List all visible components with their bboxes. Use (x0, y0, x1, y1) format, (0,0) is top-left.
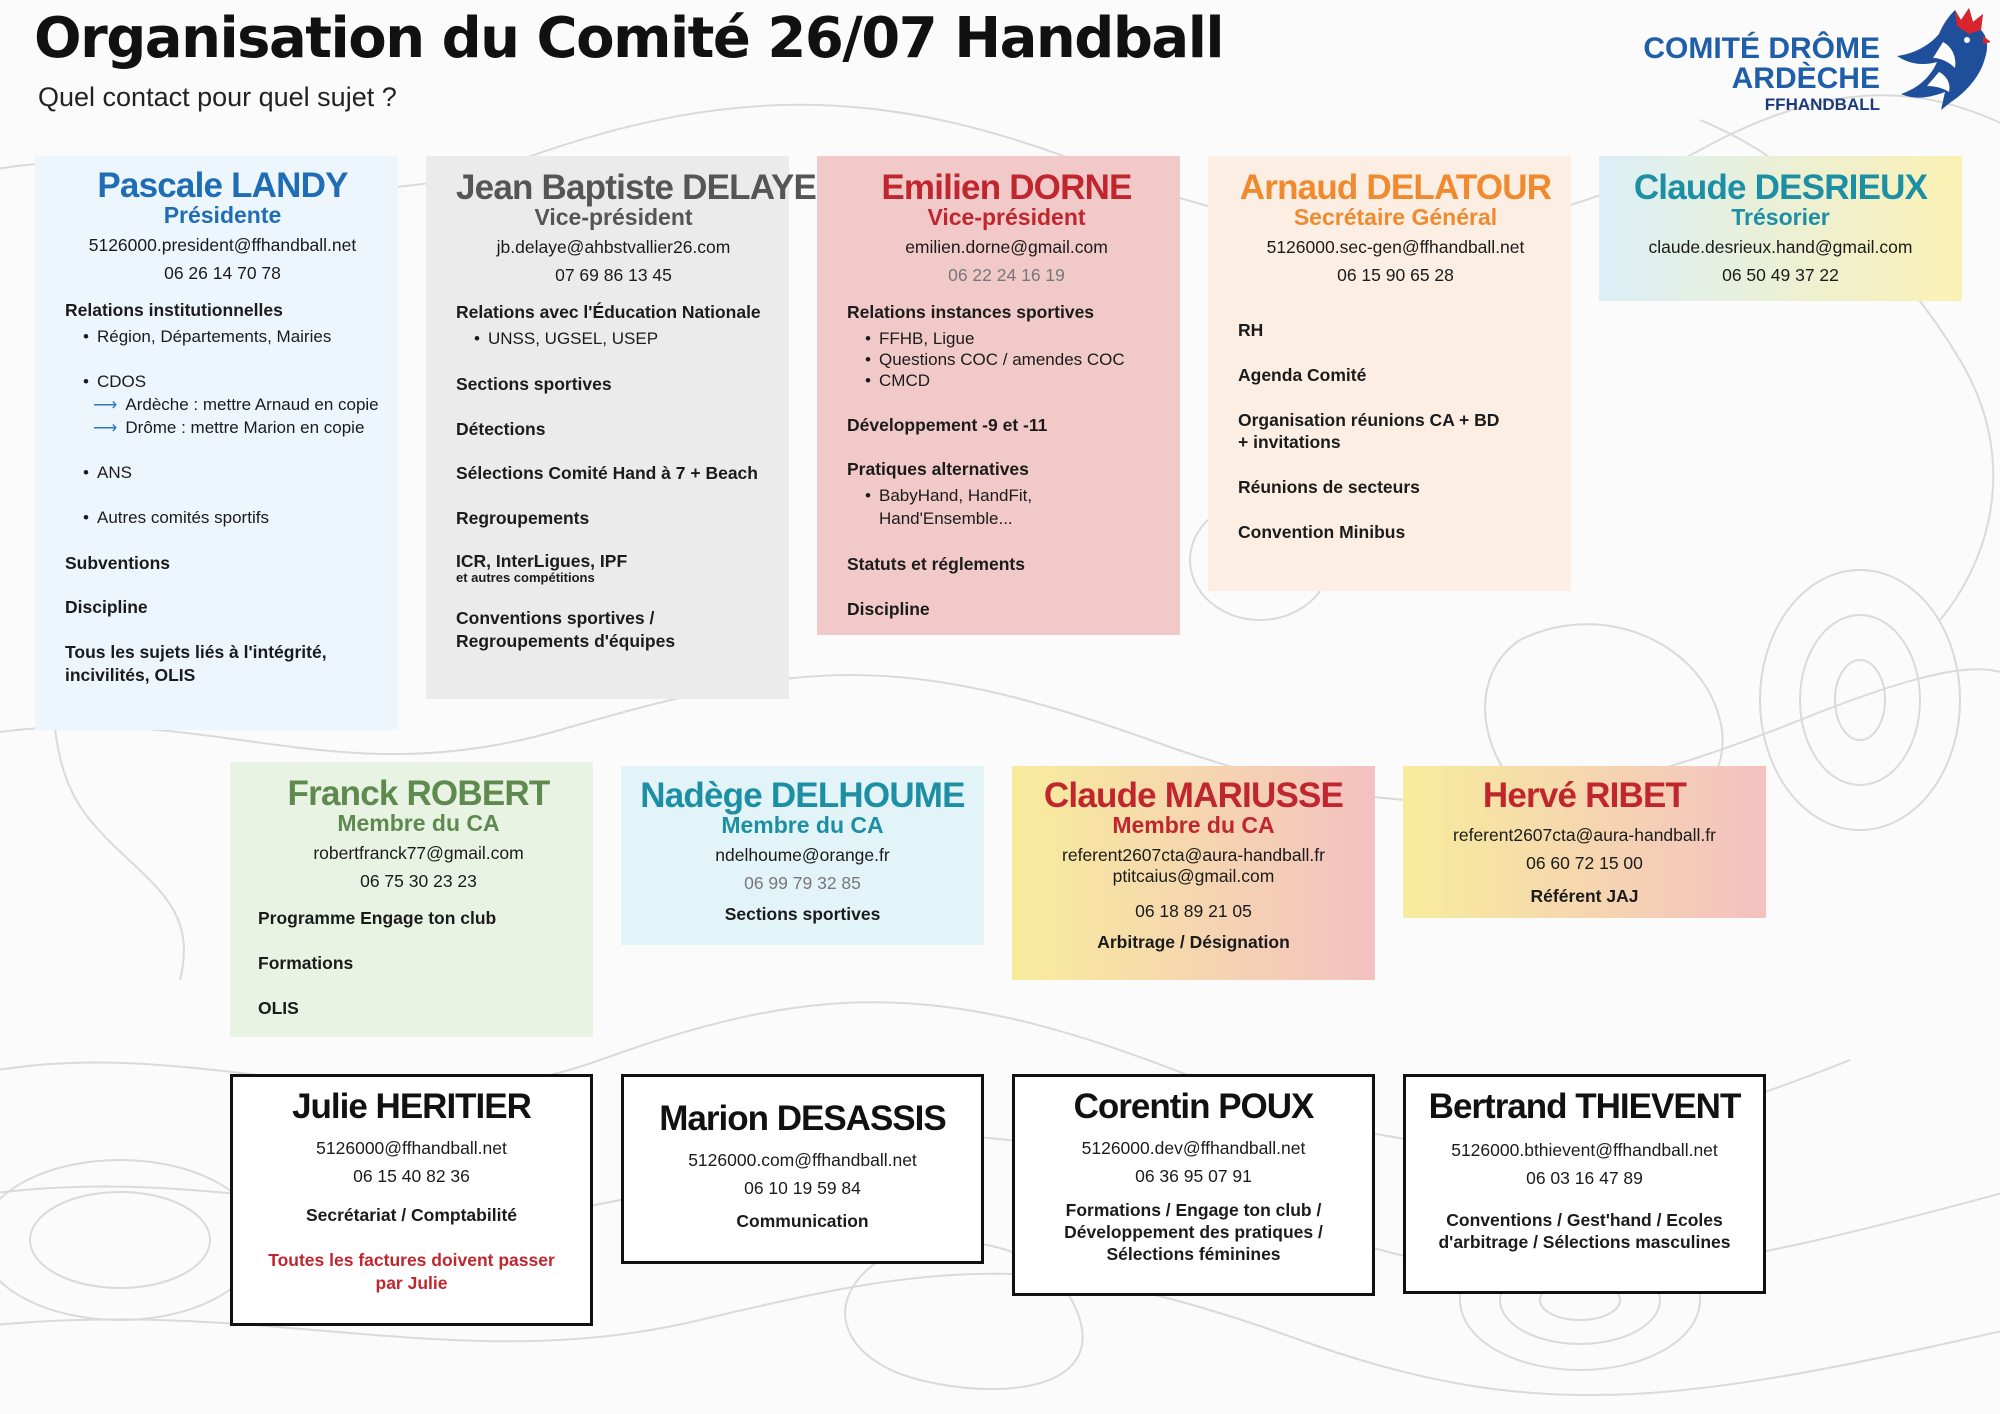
topic: Pratiques alternatives (847, 459, 1029, 480)
topic-detail: et autres compétitions (456, 570, 595, 586)
email-address: 5126000@ffhandball.net (316, 1138, 507, 1158)
topic: Sections sportives (456, 373, 612, 394)
email-address: 5126000.bthievent@ffhandball.net (1451, 1140, 1718, 1160)
topic: Agenda Comité (1238, 364, 1367, 385)
logo-line-1: COMITÉ DRÔME (1643, 32, 1880, 65)
card-nadege-delhoume (621, 766, 984, 945)
topic: Conventions sportives / Regroupements d'équipes (456, 608, 676, 652)
phone-number: 06 99 79 32 85 (744, 873, 861, 894)
phone-number: 06 03 16 47 89 (1526, 1168, 1643, 1188)
page-subtitle: Quel contact pour quel sujet ? (38, 82, 397, 112)
rooster-logo-icon (1885, 6, 1990, 116)
email-address-secondary: ptitcaius@gmail.com (1112, 866, 1275, 887)
card-claude-desrieux (1599, 156, 1962, 301)
card-herve-ribet (1403, 766, 1766, 918)
sub-topic: • CDOS (97, 371, 380, 394)
person-name: Pascale LANDY (97, 166, 348, 205)
person-name: Claude MARIUSSE (1043, 776, 1344, 815)
phone-number: 07 69 86 13 45 (555, 265, 672, 286)
email-address: ndelhoume@orange.fr (715, 845, 890, 866)
sub-topic: • FFHB, Ligue (879, 328, 1166, 349)
person-name: Corentin POUX (1073, 1087, 1314, 1126)
comite-logo (1620, 6, 1990, 116)
email-address: claude.desrieux.hand@gmail.com (1648, 237, 1913, 258)
topic: Statuts et réglements (847, 554, 1025, 575)
card-emilien-dorne (817, 156, 1180, 635)
email-address: 5126000.sec-gen@ffhandball.net (1266, 237, 1525, 258)
topic: Subventions (65, 552, 171, 573)
person-name: Franck ROBERT (287, 774, 550, 813)
arrow-note: ⟶ Ardèche : mettre Arnaud en copie (79, 394, 380, 417)
card-arnaud-delatour (1208, 156, 1571, 591)
logo-line-3: FFHANDBALL (1764, 95, 1880, 114)
email-address: 5126000.dev@ffhandball.net (1081, 1138, 1306, 1158)
email-address: jb.delaye@ahbstvallier26.com (496, 237, 731, 258)
topic: Organisation réunions CA + BD + invitations (1238, 409, 1500, 453)
person-role: Vice-président (927, 204, 1086, 230)
card-pascale-landy (35, 156, 398, 730)
topic: Relations instances sportives (847, 302, 1095, 323)
person-name: Marion DESASSIS (659, 1099, 946, 1138)
person-name: Julie HERITIER (292, 1087, 531, 1126)
topic: Référent JAJ (1530, 886, 1639, 906)
sub-topic: • Autres comités sportifs (97, 507, 380, 530)
card-corentin-poux (1012, 1074, 1375, 1296)
phone-number: 06 26 14 70 78 (164, 263, 281, 284)
person-name: Bertrand THIEVENT (1428, 1087, 1741, 1126)
topic: OLIS (258, 997, 299, 1018)
topic: Discipline (847, 598, 930, 619)
topic: Convention Minibus (1238, 521, 1406, 542)
topic: Tous les sujets liés à l'intégrité, incivilités, OLIS (65, 642, 327, 685)
topic: RH (1238, 320, 1264, 341)
topic: Relations institutionnelles (65, 300, 283, 321)
card-marion-desassis (621, 1074, 984, 1264)
topic: Programme Engage ton club (258, 908, 497, 929)
phone-number: 06 36 95 07 91 (1135, 1166, 1252, 1186)
topic: Regroupements (456, 508, 590, 529)
topic: Sections sportives (724, 904, 881, 925)
phone-number: 06 18 89 21 05 (1135, 901, 1252, 922)
person-name: Nadège DELHOUME (640, 776, 965, 815)
topic: Relations avec l'Éducation Nationale (456, 302, 761, 323)
card-bertrand-thievent (1403, 1074, 1766, 1294)
topic: Détections (456, 418, 546, 439)
topic: Arbitrage / Désignation (1097, 932, 1290, 953)
person-role: Trésorier (1731, 204, 1830, 230)
person-role: Vice-président (534, 204, 693, 230)
email-address: emilien.dorne@gmail.com (905, 237, 1108, 258)
person-name: Jean Baptiste DELAYE (456, 168, 817, 207)
sub-topic: • ANS (97, 462, 380, 485)
phone-number: 06 60 72 15 00 (1526, 853, 1643, 873)
card-franck-robert (230, 762, 593, 1037)
person-name: Arnaud DELATOUR (1239, 168, 1552, 207)
phone-number: 06 50 49 37 22 (1722, 265, 1839, 286)
phone-number: 06 15 40 82 36 (353, 1166, 470, 1186)
sub-topic: • BabyHand, HandFit, Hand'Ensemble... (879, 485, 1166, 531)
email-address: referent2607cta@aura-handball.fr (1453, 825, 1716, 845)
phone-number: 06 75 30 23 23 (360, 871, 477, 892)
topic: Développement -9 et -11 (847, 414, 1048, 435)
topic: Discipline (65, 597, 148, 618)
sub-topic: • Questions COC / amendes COC (879, 349, 1166, 370)
person-role: Membre du CA (721, 812, 884, 838)
email-address: 5126000.com@ffhandball.net (688, 1150, 917, 1170)
card-julie-heritier (230, 1074, 593, 1326)
sub-topic: • UNSS, UGSEL, USEP (488, 328, 771, 351)
phone-number: 06 10 19 59 84 (744, 1178, 861, 1198)
topic: Sélections Comité Hand à 7 + Beach (456, 463, 758, 484)
topic: Formations (258, 952, 354, 973)
logo-line-2: ARDÈCHE (1731, 62, 1880, 95)
person-name: Emilien DORNE (881, 168, 1132, 207)
person-name: Claude DESRIEUX (1633, 168, 1928, 207)
phone-number: 06 15 90 65 28 (1337, 265, 1454, 286)
phone-number: 06 22 24 16 19 (948, 265, 1065, 286)
email-address: robertfranck77@gmail.com (313, 843, 524, 864)
sub-topic: • CMCD (879, 370, 1166, 391)
card-jean-baptiste-delaye (426, 156, 817, 699)
card-claude-mariusse (1012, 766, 1375, 980)
person-name: Hervé RIBET (1482, 776, 1687, 815)
sub-topic: • Région, Départements, Mairies (97, 326, 380, 349)
topic: Formations / Engage ton club / Développement des pratiques / Sélections féminines (1064, 1200, 1323, 1264)
invoice-note: Toutes les factures doivent passer par Julie (268, 1249, 555, 1293)
person-role: Présidente (163, 202, 282, 228)
page-title: Organisation du Comité 26/07 Handball (34, 6, 1224, 71)
topic: Conventions / Gest'hand / Ecoles d'arbitrage / Sélections masculines (1438, 1210, 1731, 1252)
arrow-note: ⟶ Drôme : mettre Marion en copie (79, 417, 380, 440)
email-address: referent2607cta@aura-handball.fr (1062, 845, 1325, 866)
topic: Communication (736, 1211, 869, 1231)
person-role: Membre du CA (337, 810, 500, 836)
email-address: 5126000.president@ffhandball.net (88, 235, 357, 256)
person-role: Membre du CA (1112, 812, 1275, 838)
topic: Réunions de secteurs (1238, 477, 1420, 498)
person-role: Secrétaire Général (1293, 204, 1498, 230)
topic: ICR, InterLigues, IPF (456, 550, 628, 571)
topic: Secrétariat / Comptabilité (305, 1205, 518, 1225)
